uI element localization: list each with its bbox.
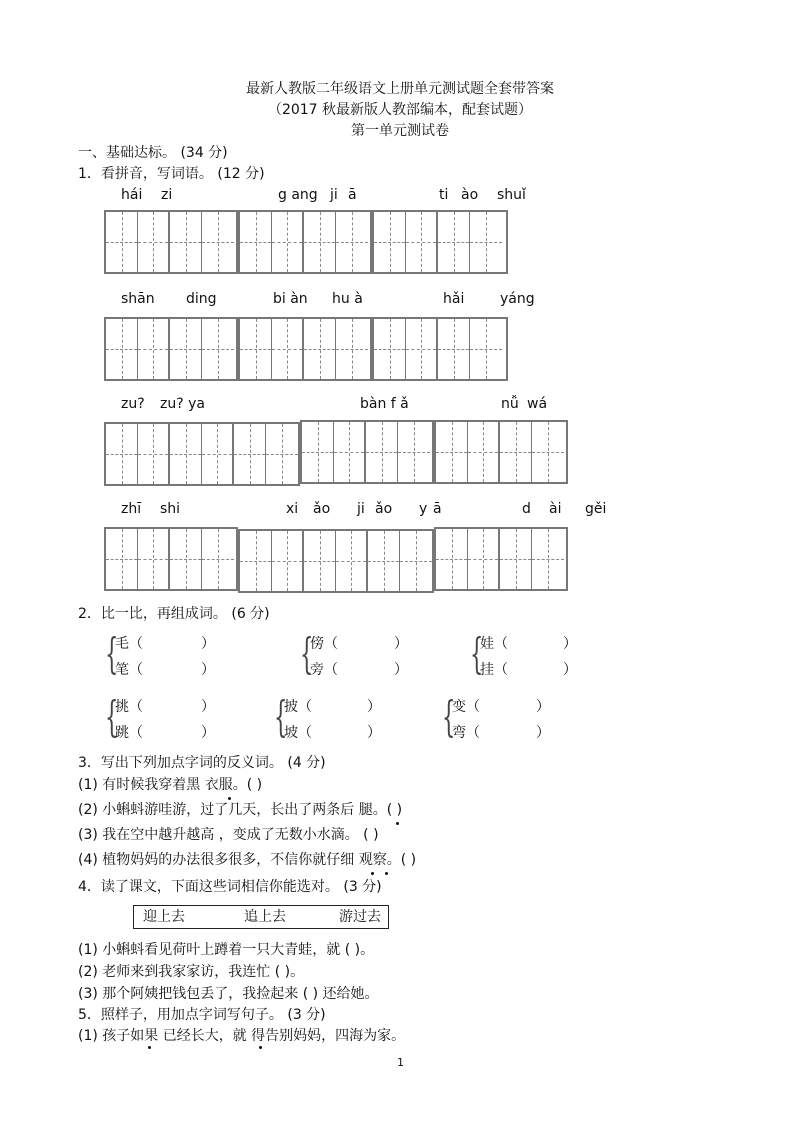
grid-cell[interactable] bbox=[470, 319, 502, 379]
pinyin: shān bbox=[121, 291, 155, 307]
word-pair-top: 傍（ bbox=[310, 636, 338, 652]
document-title: 最新人教版二年级语文上册单元测试题全套带答案 bbox=[246, 81, 554, 97]
pinyin: wá bbox=[527, 396, 548, 412]
grid-cell[interactable] bbox=[106, 319, 138, 379]
writing-grid[interactable] bbox=[104, 317, 238, 381]
grid-cell[interactable] bbox=[302, 422, 334, 482]
paren-close: ） bbox=[367, 699, 381, 715]
writing-grid[interactable] bbox=[434, 420, 568, 484]
pinyin: hǎi bbox=[443, 291, 465, 307]
grid-cell[interactable] bbox=[368, 531, 400, 591]
grid-cell[interactable] bbox=[374, 319, 406, 379]
pinyin: ào bbox=[461, 187, 479, 203]
grid-cell[interactable] bbox=[240, 319, 272, 379]
section-heading: 一、基础达标。 (34 分) bbox=[78, 145, 228, 161]
pinyin: yáng bbox=[500, 291, 535, 307]
word-pair-bottom: 跳（ bbox=[115, 725, 143, 741]
question-4-title: 4．读了课文，下面这些词相信你能选对。 (3 分) bbox=[78, 879, 382, 895]
brace-icon: { bbox=[300, 629, 314, 678]
pinyin: zu? ya bbox=[160, 396, 205, 412]
grid-cell[interactable] bbox=[272, 319, 304, 379]
writing-grid[interactable] bbox=[434, 527, 568, 591]
grid-cell[interactable] bbox=[500, 422, 532, 482]
grid-cell[interactable] bbox=[138, 319, 170, 379]
pinyin: hái bbox=[121, 187, 143, 203]
grid-cell[interactable] bbox=[202, 319, 234, 379]
grid-cell[interactable] bbox=[532, 422, 564, 482]
word-pair-top: 娃（ bbox=[480, 636, 508, 652]
pinyin: xi bbox=[286, 501, 299, 517]
grid-cell[interactable] bbox=[406, 319, 438, 379]
question-item: (3) 我在空中越升越高 ，变成了无数小水滴。 ( ) bbox=[78, 827, 379, 843]
grid-cell[interactable] bbox=[170, 529, 202, 589]
pinyin: shi bbox=[160, 501, 181, 517]
grid-cell[interactable] bbox=[240, 531, 272, 591]
grid-cell[interactable] bbox=[336, 319, 368, 379]
paren-close: ） bbox=[563, 662, 577, 678]
grid-cell[interactable] bbox=[266, 424, 298, 484]
paren-close: ） bbox=[536, 725, 550, 741]
paren-close: ） bbox=[201, 725, 215, 741]
writing-grid[interactable] bbox=[104, 422, 300, 486]
brace-icon: { bbox=[470, 629, 484, 678]
pinyin: g ang bbox=[278, 187, 318, 203]
emphasis-dot bbox=[259, 1046, 262, 1049]
pinyin: ā bbox=[348, 187, 357, 203]
grid-cell[interactable] bbox=[468, 422, 500, 482]
paren-close: ） bbox=[394, 662, 408, 678]
word-pair-bottom: 笔（ bbox=[115, 662, 143, 678]
pinyin: y bbox=[419, 501, 428, 517]
writing-grid[interactable] bbox=[104, 527, 238, 591]
page-number: 1 bbox=[397, 1056, 404, 1069]
grid-cell[interactable] bbox=[138, 424, 170, 484]
emphasis-dot bbox=[385, 872, 388, 875]
grid-cell[interactable] bbox=[170, 212, 202, 272]
grid-cell[interactable] bbox=[366, 422, 398, 482]
pinyin: ài bbox=[549, 501, 562, 517]
pinyin: nǚ bbox=[501, 396, 519, 412]
pinyin: bàn f ǎ bbox=[360, 396, 409, 412]
grid-cell[interactable] bbox=[334, 422, 366, 482]
grid-cell[interactable] bbox=[374, 212, 406, 272]
choice-word: 追上去 bbox=[244, 909, 286, 925]
brace-icon: { bbox=[442, 692, 456, 741]
question-item: (3) 那个阿姨把钱包丢了，我捡起来 ( ) 还给她。 bbox=[78, 986, 379, 1002]
grid-cell[interactable] bbox=[406, 212, 438, 272]
pinyin: hu à bbox=[332, 291, 363, 307]
paren-close: ） bbox=[201, 662, 215, 678]
question-item: (4) 植物妈妈的办法很多很多，不信你就仔细 观察。( ) bbox=[78, 852, 417, 868]
paren-close: ） bbox=[394, 636, 408, 652]
word-pair-top: 披（ bbox=[284, 699, 312, 715]
grid-cell[interactable] bbox=[336, 212, 368, 272]
grid-cell[interactable] bbox=[202, 529, 234, 589]
grid-cell[interactable] bbox=[106, 529, 138, 589]
grid-cell[interactable] bbox=[170, 319, 202, 379]
pinyin: gěi bbox=[585, 501, 607, 517]
pinyin: ǎo bbox=[313, 501, 331, 517]
word-pair-bottom: 旁（ bbox=[310, 662, 338, 678]
paren-close: ） bbox=[201, 699, 215, 715]
grid-cell[interactable] bbox=[304, 319, 336, 379]
pinyin: zhī bbox=[121, 501, 142, 517]
question-item: (2) 小蝌蚪游哇游，过了几天，长出了两条后 腿。( ) bbox=[78, 802, 403, 818]
choice-word: 游过去 bbox=[339, 909, 381, 925]
grid-cell[interactable] bbox=[202, 212, 234, 272]
grid-cell[interactable] bbox=[106, 212, 138, 272]
grid-cell[interactable] bbox=[436, 422, 468, 482]
word-pair-top: 挑（ bbox=[115, 699, 143, 715]
writing-grid[interactable] bbox=[238, 210, 372, 274]
grid-cell[interactable] bbox=[170, 424, 202, 484]
word-pair-top: 毛（ bbox=[115, 636, 143, 652]
pinyin: bi àn bbox=[273, 291, 308, 307]
word-pair-bottom: 坡（ bbox=[284, 725, 312, 741]
brace-icon: { bbox=[105, 629, 119, 678]
writing-grid[interactable] bbox=[238, 317, 372, 381]
pinyin: ding bbox=[186, 291, 217, 307]
choice-word: 迎上去 bbox=[143, 909, 185, 925]
question-5-title: 5．照样子，用加点字词写句子。 (3 分) bbox=[78, 1007, 326, 1023]
emphasis-dot bbox=[371, 872, 374, 875]
pinyin: ji bbox=[357, 501, 365, 517]
grid-cell[interactable] bbox=[500, 529, 532, 589]
emphasis-dot bbox=[396, 822, 399, 825]
question-item: (1) 有时候我穿着黑 衣服。( ) bbox=[78, 777, 263, 793]
grid-cell[interactable] bbox=[272, 531, 304, 591]
brace-icon: { bbox=[274, 692, 288, 741]
grid-cell[interactable] bbox=[138, 212, 170, 272]
pinyin: ā bbox=[433, 501, 442, 517]
grid-cell[interactable] bbox=[272, 212, 304, 272]
question-item: (2) 老师来到我家家访，我连忙 ( )。 bbox=[78, 964, 305, 980]
grid-cell[interactable] bbox=[398, 422, 430, 482]
question-2-title: 2．比一比，再组成词。 (6 分) bbox=[78, 606, 270, 622]
grid-cell[interactable] bbox=[532, 529, 564, 589]
pinyin: shuǐ bbox=[497, 187, 526, 203]
grid-cell[interactable] bbox=[106, 424, 138, 484]
writing-grid[interactable] bbox=[300, 420, 434, 484]
grid-cell[interactable] bbox=[138, 529, 170, 589]
grid-cell[interactable] bbox=[234, 424, 266, 484]
pinyin: d bbox=[522, 501, 531, 517]
grid-cell[interactable] bbox=[336, 531, 368, 591]
pinyin: ti bbox=[439, 187, 449, 203]
unit-title: 第一单元测试卷 bbox=[351, 123, 449, 139]
grid-cell[interactable] bbox=[438, 212, 470, 272]
question-3-title: 3．写出下列加点字词的反义词。 (4 分) bbox=[78, 755, 326, 771]
grid-cell[interactable] bbox=[438, 319, 470, 379]
paren-close: ） bbox=[536, 699, 550, 715]
document-subtitle: （2017 秋最新版人教部编本，配套试题） bbox=[267, 102, 533, 118]
pinyin: ǎo bbox=[375, 501, 393, 517]
emphasis-dot bbox=[148, 1046, 151, 1049]
word-pair-bottom: 挂（ bbox=[480, 662, 508, 678]
writing-grid[interactable] bbox=[104, 210, 238, 274]
grid-cell[interactable] bbox=[400, 531, 432, 591]
grid-cell[interactable] bbox=[304, 212, 336, 272]
pinyin: zu? bbox=[121, 396, 145, 412]
grid-cell[interactable] bbox=[468, 529, 500, 589]
writing-grid[interactable] bbox=[372, 317, 508, 381]
question-item: (1) 孩子如果 已经长大，就 得告别妈妈，四海为家。 bbox=[78, 1028, 406, 1044]
word-pair-top: 变（ bbox=[452, 699, 480, 715]
pinyin: zi bbox=[161, 187, 173, 203]
brace-icon: { bbox=[105, 692, 119, 741]
grid-cell[interactable] bbox=[470, 212, 502, 272]
grid-cell[interactable] bbox=[436, 529, 468, 589]
writing-grid[interactable] bbox=[372, 210, 508, 274]
paren-close: ） bbox=[563, 636, 577, 652]
question-1-title: 1．看拼音，写词语。 (12 分) bbox=[78, 166, 265, 182]
writing-grid[interactable] bbox=[238, 529, 434, 593]
question-item: (1) 小蝌蚪看见荷叶上蹲着一只大青蛙，就 ( )。 bbox=[78, 942, 375, 958]
paren-close: ） bbox=[367, 725, 381, 741]
emphasis-dot bbox=[228, 797, 231, 800]
grid-cell[interactable] bbox=[240, 212, 272, 272]
pinyin: ji bbox=[330, 187, 338, 203]
paren-close: ） bbox=[201, 636, 215, 652]
word-pair-bottom: 弯（ bbox=[452, 725, 480, 741]
grid-cell[interactable] bbox=[202, 424, 234, 484]
grid-cell[interactable] bbox=[304, 531, 336, 591]
